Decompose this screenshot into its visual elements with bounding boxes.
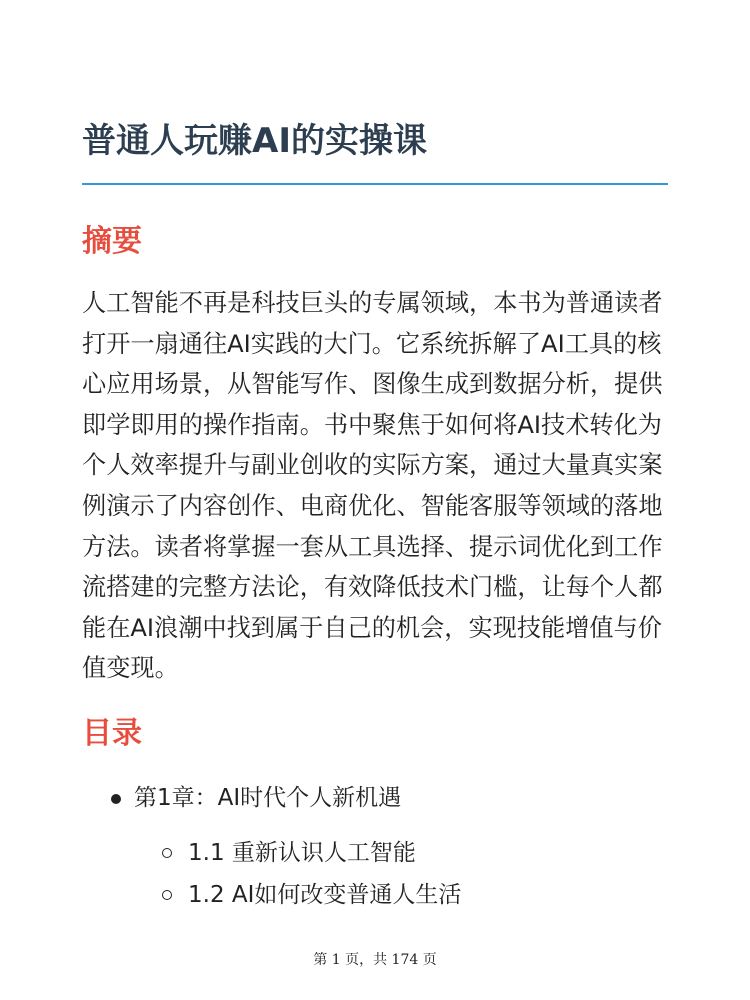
bullet-disc-icon — [111, 794, 121, 804]
document-title: 普通人玩赚AI的实操课 — [82, 121, 427, 161]
title-divider — [82, 183, 668, 185]
abstract-heading: 摘要 — [82, 224, 142, 259]
toc-section-label: 1.2 AI如何改变普通人生活 — [188, 882, 462, 908]
toc-chapter-1[interactable] — [82, 776, 672, 908]
toc-chapter-label: 第1章：AI时代个人新机遇 — [134, 785, 402, 811]
toc-heading: 目录 — [82, 716, 142, 751]
bullet-circle-icon — [162, 890, 172, 900]
bullet-circle-icon — [162, 848, 172, 858]
page-footer: 第 1 页，共 174 页 — [313, 952, 437, 968]
toc-section-label: 1.1 重新认识人工智能 — [188, 840, 416, 866]
toc-section-1-1[interactable] — [82, 832, 672, 874]
toc-section-1-2[interactable] — [82, 874, 672, 916]
toc-chapter-1-sections — [82, 832, 672, 916]
table-of-contents — [82, 776, 672, 908]
abstract-body: 人工智能不再是科技巨头的专属领域，本书为普通读者打开一扇通往AI实践的大门。它系统拆解了AI工具的核心应用场景，从智能写作、图像生成到数据分析，提供即学即用的操作指南。书中聚焦于如何将AI技术转化为个人效率提升与副业创收的实际方案，通过大量真实案例演示了内容创作、电商优化、智能客服等领域的落地方法。读者将掌握一套从工具选择、提示词优化到工作流搭建的完整方法论，有效降低技术门槛，让每个人都能在AI浪潮中找到属于自己的机会，实现技能增值与价值变现。 — [82, 289, 663, 683]
